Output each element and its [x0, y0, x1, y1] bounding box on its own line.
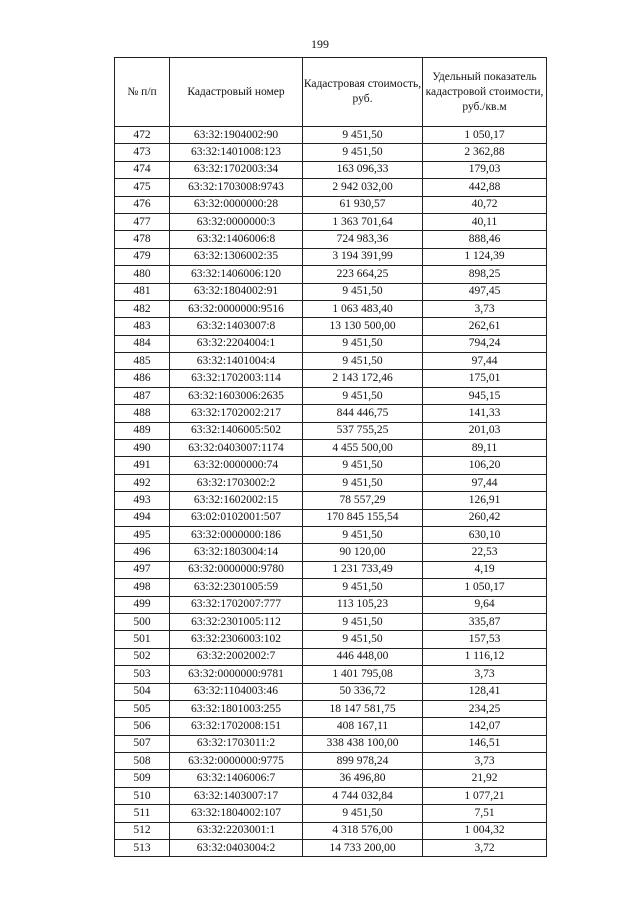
cell-number: 486: [115, 370, 170, 387]
table-row: [115, 544, 547, 561]
cell-cadastral-number: 63:32:1703002:2: [170, 474, 303, 491]
cell-number: 512: [115, 822, 170, 839]
cell-cadastral-value: 113 105,23: [303, 596, 423, 613]
cell-specific-value: 497,45: [423, 283, 547, 300]
cell-number: 478: [115, 231, 170, 248]
cell-cadastral-value: 1 063 483,40: [303, 300, 423, 317]
cell-specific-value: 1 124,39: [423, 248, 547, 265]
table-row: [115, 283, 547, 300]
cell-cadastral-value: 1 363 701,64: [303, 213, 423, 230]
cell-specific-value: 1 004,32: [423, 822, 547, 839]
cell-cadastral-number: 63:32:1803004:14: [170, 544, 303, 561]
header-specific-value: Удельный показатель кадастровой стоимости, руб./кв.м: [423, 58, 547, 127]
cell-cadastral-number: 63:32:1702007:777: [170, 596, 303, 613]
table-row: [115, 631, 547, 648]
cell-specific-value: 262,61: [423, 318, 547, 335]
cell-cadastral-value: 338 438 100,00: [303, 735, 423, 752]
cell-number: 479: [115, 248, 170, 265]
cell-specific-value: 1 077,21: [423, 787, 547, 804]
header-row: [115, 58, 547, 127]
cadastral-table: [114, 57, 547, 857]
cell-cadastral-number: 63:32:2203001:1: [170, 822, 303, 839]
table-row: [115, 735, 547, 752]
cell-cadastral-value: 9 451,50: [303, 457, 423, 474]
cell-number: 498: [115, 579, 170, 596]
table-row: [115, 596, 547, 613]
table-row: [115, 179, 547, 196]
cell-number: 482: [115, 300, 170, 317]
table-row: [115, 648, 547, 665]
cell-cadastral-number: 63:32:1702003:114: [170, 370, 303, 387]
cell-number: 480: [115, 266, 170, 283]
cell-specific-value: 40,11: [423, 213, 547, 230]
cell-number: 507: [115, 735, 170, 752]
cell-number: 509: [115, 770, 170, 787]
table-body: [115, 127, 547, 857]
table-row: [115, 213, 547, 230]
table-row: [115, 718, 547, 735]
cell-cadastral-value: 1 231 733,49: [303, 561, 423, 578]
cell-cadastral-value: 9 451,50: [303, 805, 423, 822]
cell-specific-value: 335,87: [423, 613, 547, 630]
cell-cadastral-number: 63:32:1403007:17: [170, 787, 303, 804]
cell-cadastral-number: 63:32:0000000:28: [170, 196, 303, 213]
cell-cadastral-number: 63:32:0000000:74: [170, 457, 303, 474]
cell-number: 485: [115, 353, 170, 370]
cell-number: 502: [115, 648, 170, 665]
cell-cadastral-value: 899 978,24: [303, 753, 423, 770]
cell-cadastral-number: 63:32:1602002:15: [170, 492, 303, 509]
cell-cadastral-value: 2 143 172,46: [303, 370, 423, 387]
cell-number: 489: [115, 422, 170, 439]
cell-cadastral-number: 63:32:0000000:9775: [170, 753, 303, 770]
cell-number: 487: [115, 387, 170, 404]
cell-cadastral-value: 537 755,25: [303, 422, 423, 439]
cell-specific-value: 794,24: [423, 335, 547, 352]
cell-cadastral-number: 63:32:0000000:9780: [170, 561, 303, 578]
header-cadastral-number: Кадастровый номер: [170, 58, 303, 127]
cell-number: 474: [115, 161, 170, 178]
cell-cadastral-value: 9 451,50: [303, 283, 423, 300]
cell-specific-value: 1 050,17: [423, 127, 547, 144]
cell-cadastral-number: 63:32:1603006:2635: [170, 387, 303, 404]
cell-specific-value: 3,73: [423, 300, 547, 317]
cell-number: 473: [115, 144, 170, 161]
table-row: [115, 144, 547, 161]
cell-specific-value: 146,51: [423, 735, 547, 752]
cell-specific-value: 234,25: [423, 700, 547, 717]
table-row: [115, 196, 547, 213]
cell-cadastral-value: 446 448,00: [303, 648, 423, 665]
cell-cadastral-value: 9 451,50: [303, 526, 423, 543]
cell-cadastral-value: 9 451,50: [303, 335, 423, 352]
cell-cadastral-value: 9 451,50: [303, 579, 423, 596]
cell-cadastral-value: 9 451,50: [303, 353, 423, 370]
cell-cadastral-number: 63:32:1104003:46: [170, 683, 303, 700]
cell-cadastral-number: 63:32:0000000:3: [170, 213, 303, 230]
table-row: [115, 370, 547, 387]
cell-number: 496: [115, 544, 170, 561]
cell-cadastral-value: 14 733 200,00: [303, 840, 423, 857]
table-row: [115, 840, 547, 857]
cell-cadastral-number: 63:32:1406006:7: [170, 770, 303, 787]
header-number: № п/п: [115, 58, 170, 127]
cell-number: 475: [115, 179, 170, 196]
table-row: [115, 561, 547, 578]
cell-cadastral-value: 163 096,33: [303, 161, 423, 178]
cell-number: 508: [115, 753, 170, 770]
cell-number: 506: [115, 718, 170, 735]
table-row: [115, 613, 547, 630]
table-row: [115, 579, 547, 596]
cell-specific-value: 179,03: [423, 161, 547, 178]
table-row: [115, 753, 547, 770]
cell-number: 492: [115, 474, 170, 491]
cell-cadastral-number: 63:32:1702002:217: [170, 405, 303, 422]
cell-cadastral-number: 63:32:1703008:9743: [170, 179, 303, 196]
cell-specific-value: 3,72: [423, 840, 547, 857]
cell-specific-value: 142,07: [423, 718, 547, 735]
cell-specific-value: 630,10: [423, 526, 547, 543]
cell-specific-value: 1 116,12: [423, 648, 547, 665]
cell-number: 494: [115, 509, 170, 526]
cell-cadastral-number: 63:32:1703011:2: [170, 735, 303, 752]
cell-specific-value: 40,72: [423, 196, 547, 213]
cell-specific-value: 22,53: [423, 544, 547, 561]
cell-number: 491: [115, 457, 170, 474]
cell-cadastral-value: 844 446,75: [303, 405, 423, 422]
cell-number: 488: [115, 405, 170, 422]
cell-cadastral-value: 9 451,50: [303, 631, 423, 648]
table-row: [115, 683, 547, 700]
cell-cadastral-value: 90 120,00: [303, 544, 423, 561]
cell-cadastral-number: 63:32:0403004:2: [170, 840, 303, 857]
cell-number: 472: [115, 127, 170, 144]
cell-specific-value: 97,44: [423, 353, 547, 370]
cell-number: 495: [115, 526, 170, 543]
cell-cadastral-value: 223 664,25: [303, 266, 423, 283]
cell-cadastral-number: 63:32:0000000:186: [170, 526, 303, 543]
cell-cadastral-number: 63:32:2002002:7: [170, 648, 303, 665]
cell-specific-value: 888,46: [423, 231, 547, 248]
cell-number: 505: [115, 700, 170, 717]
cell-specific-value: 9,64: [423, 596, 547, 613]
table-row: [115, 248, 547, 265]
cell-cadastral-number: 63:32:0403007:1174: [170, 440, 303, 457]
cell-number: 503: [115, 666, 170, 683]
table-row: [115, 231, 547, 248]
cell-cadastral-value: 9 451,50: [303, 474, 423, 491]
page-number: 199: [311, 37, 329, 51]
cell-cadastral-value: 36 496,80: [303, 770, 423, 787]
cell-cadastral-value: 9 451,50: [303, 127, 423, 144]
cell-cadastral-number: 63:02:0102001:507: [170, 509, 303, 526]
cell-specific-value: 4,19: [423, 561, 547, 578]
table-row: [115, 440, 547, 457]
table-row: [115, 266, 547, 283]
table-row: [115, 318, 547, 335]
cell-cadastral-number: 63:32:1306002:35: [170, 248, 303, 265]
table-row: [115, 335, 547, 352]
cell-cadastral-value: 18 147 581,75: [303, 700, 423, 717]
table-row: [115, 405, 547, 422]
cell-cadastral-number: 63:32:1804002:91: [170, 283, 303, 300]
cell-specific-value: 3,73: [423, 753, 547, 770]
cell-cadastral-number: 63:32:1406006:8: [170, 231, 303, 248]
cell-number: 493: [115, 492, 170, 509]
cell-cadastral-number: 63:32:1801003:255: [170, 700, 303, 717]
cell-specific-value: 157,53: [423, 631, 547, 648]
cell-cadastral-value: 9 451,50: [303, 387, 423, 404]
table-row: [115, 492, 547, 509]
cell-cadastral-value: 61 930,57: [303, 196, 423, 213]
cell-number: 477: [115, 213, 170, 230]
cell-specific-value: 442,88: [423, 179, 547, 196]
cell-cadastral-value: 9 451,50: [303, 613, 423, 630]
cell-cadastral-value: 1 401 795,08: [303, 666, 423, 683]
cell-cadastral-number: 63:32:1904002:90: [170, 127, 303, 144]
table-row: [115, 805, 547, 822]
header-cadastral-value: Кадастровая стоимость, руб.: [303, 58, 423, 127]
cell-number: 501: [115, 631, 170, 648]
cell-cadastral-number: 63:32:2204004:1: [170, 335, 303, 352]
cell-specific-value: 21,92: [423, 770, 547, 787]
cell-number: 510: [115, 787, 170, 804]
cell-specific-value: 128,41: [423, 683, 547, 700]
cell-cadastral-number: 63:32:1403007:8: [170, 318, 303, 335]
cell-number: 483: [115, 318, 170, 335]
cell-cadastral-value: 724 983,36: [303, 231, 423, 248]
table-row: [115, 300, 547, 317]
cell-specific-value: 141,33: [423, 405, 547, 422]
cell-cadastral-number: 63:32:1804002:107: [170, 805, 303, 822]
cell-specific-value: 126,91: [423, 492, 547, 509]
cell-specific-value: 3,73: [423, 666, 547, 683]
cell-cadastral-value: 4 744 032,84: [303, 787, 423, 804]
table-row: [115, 457, 547, 474]
table-row: [115, 353, 547, 370]
table-row: [115, 387, 547, 404]
cell-number: 476: [115, 196, 170, 213]
table-row: [115, 770, 547, 787]
cell-cadastral-number: 63:32:1406005:502: [170, 422, 303, 439]
table-row: [115, 474, 547, 491]
cell-cadastral-number: 63:32:1702008:151: [170, 718, 303, 735]
cell-specific-value: 175,01: [423, 370, 547, 387]
cell-specific-value: 1 050,17: [423, 579, 547, 596]
cell-cadastral-number: 63:32:0000000:9781: [170, 666, 303, 683]
cell-number: 484: [115, 335, 170, 352]
cell-specific-value: 89,11: [423, 440, 547, 457]
cell-cadastral-value: 408 167,11: [303, 718, 423, 735]
cell-specific-value: 898,25: [423, 266, 547, 283]
cell-cadastral-value: 2 942 032,00: [303, 179, 423, 196]
cell-specific-value: 106,20: [423, 457, 547, 474]
cell-cadastral-value: 9 451,50: [303, 144, 423, 161]
cell-cadastral-value: 78 557,29: [303, 492, 423, 509]
table-header: [115, 58, 547, 127]
cell-specific-value: 945,15: [423, 387, 547, 404]
cell-number: 490: [115, 440, 170, 457]
cell-specific-value: 97,44: [423, 474, 547, 491]
cell-number: 504: [115, 683, 170, 700]
cell-specific-value: 260,42: [423, 509, 547, 526]
cell-number: 500: [115, 613, 170, 630]
cell-cadastral-number: 63:32:1406006:120: [170, 266, 303, 283]
cell-cadastral-number: 63:32:2301005:59: [170, 579, 303, 596]
table-row: [115, 127, 547, 144]
table-row: [115, 161, 547, 178]
table-row: [115, 700, 547, 717]
cell-cadastral-number: 63:32:0000000:9516: [170, 300, 303, 317]
cell-cadastral-value: 13 130 500,00: [303, 318, 423, 335]
cell-cadastral-number: 63:32:1401008:123: [170, 144, 303, 161]
cell-cadastral-number: 63:32:1401004:4: [170, 353, 303, 370]
table-row: [115, 822, 547, 839]
table-row: [115, 422, 547, 439]
cell-specific-value: 2 362,88: [423, 144, 547, 161]
cell-number: 511: [115, 805, 170, 822]
cell-number: 497: [115, 561, 170, 578]
cell-cadastral-number: 63:32:2301005:112: [170, 613, 303, 630]
cell-cadastral-number: 63:32:2306003:102: [170, 631, 303, 648]
cell-cadastral-value: 4 455 500,00: [303, 440, 423, 457]
cell-number: 499: [115, 596, 170, 613]
cell-cadastral-value: 3 194 391,99: [303, 248, 423, 265]
cell-cadastral-number: 63:32:1702003:34: [170, 161, 303, 178]
cell-cadastral-value: 50 336,72: [303, 683, 423, 700]
cell-specific-value: 7,51: [423, 805, 547, 822]
cell-number: 481: [115, 283, 170, 300]
table-row: [115, 509, 547, 526]
table-row: [115, 666, 547, 683]
cell-specific-value: 201,03: [423, 422, 547, 439]
cell-number: 513: [115, 840, 170, 857]
table-row: [115, 526, 547, 543]
cell-cadastral-value: 170 845 155,54: [303, 509, 423, 526]
cell-cadastral-value: 4 318 576,00: [303, 822, 423, 839]
table-row: [115, 787, 547, 804]
